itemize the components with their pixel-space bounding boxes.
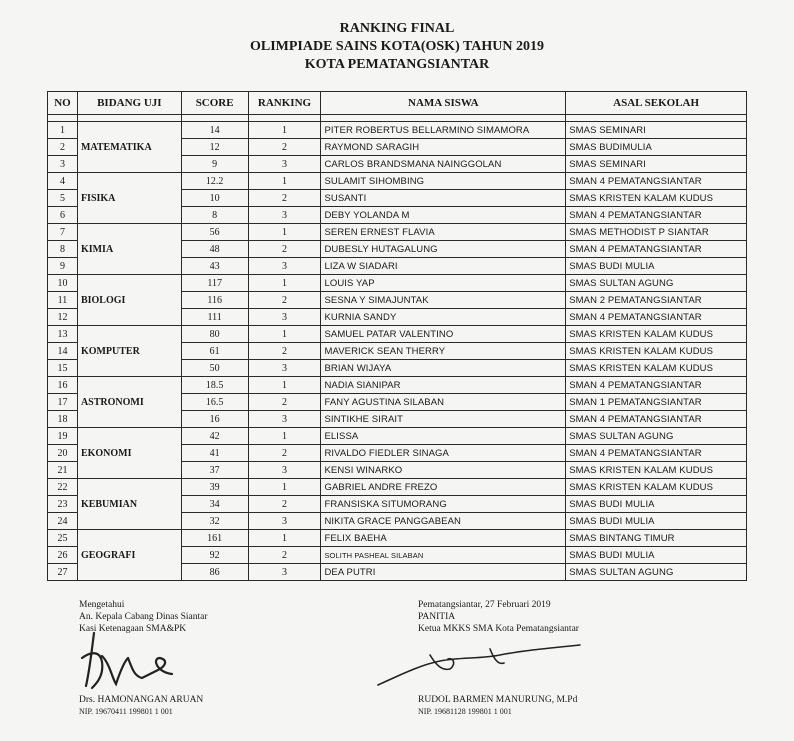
cell-score: 48	[181, 241, 248, 258]
cell-asal: SMAS KRISTEN KALAM KUDUS	[566, 326, 747, 343]
title-line-2: OLIMPIADE SAINS KOTA(OSK) TAHUN 2019	[249, 39, 545, 54]
right-sig-line-3: Ketua MKKS SMA Kota Pematangsiantar	[418, 624, 579, 634]
cell-no: 12	[48, 309, 78, 326]
left-sig-line-2: An. Kepala Cabang Dinas Siantar	[79, 612, 208, 622]
cell-ranking: 2	[248, 139, 321, 156]
cell-score: 8	[181, 207, 248, 224]
cell-asal: SMAN 4 PEMATANGSIANTAR	[566, 377, 747, 394]
cell-bidang: FISIKA	[77, 173, 181, 224]
cell-nama: SULAMIT SIHOMBING	[321, 173, 566, 190]
left-sig-line-3: Kasi Ketenagaan SMA&PK	[79, 624, 187, 634]
cell-bidang: BIOLOGI	[77, 275, 181, 326]
table-row	[48, 479, 747, 496]
cell-nama: SESNA Y SIMAJUNTAK	[321, 292, 566, 309]
title-line-3: KOTA PEMATANGSIANTAR	[304, 57, 490, 72]
cell-score: 111	[181, 309, 248, 326]
cell-nama: DUBESLY HUTAGALUNG	[321, 241, 566, 258]
cell-nama: CARLOS BRANDSMANA NAINGGOLAN	[321, 156, 566, 173]
cell-ranking: 2	[248, 241, 321, 258]
cell-score: 92	[181, 547, 248, 564]
cell-bidang: GEOGRAFI	[77, 530, 181, 581]
cell-score: 9	[181, 156, 248, 173]
cell-asal: SMAN 2 PEMATANGSIANTAR	[566, 292, 747, 309]
cell-no: 1	[48, 122, 78, 139]
right-signer-nip: NIP. 19681128 199801 1 001	[418, 707, 512, 716]
cell-ranking: 3	[248, 462, 321, 479]
cell-no: 24	[48, 513, 78, 530]
cell-no: 20	[48, 445, 78, 462]
cell-bidang: KIMIA	[77, 224, 181, 275]
cell-score: 32	[181, 513, 248, 530]
cell-asal: SMAN 4 PEMATANGSIANTAR	[566, 207, 747, 224]
cell-nama: LIZA W SIADARI	[321, 258, 566, 275]
cell-no: 16	[48, 377, 78, 394]
cell-nama: KURNIA SANDY	[321, 309, 566, 326]
table-row	[48, 377, 747, 394]
cell-nama: RIVALDO FIEDLER SINAGA	[321, 445, 566, 462]
cell-ranking: 1	[248, 530, 321, 547]
cell-score: 80	[181, 326, 248, 343]
cell-no: 25	[48, 530, 78, 547]
cell-no: 13	[48, 326, 78, 343]
cell-ranking: 1	[248, 173, 321, 190]
cell-no: 10	[48, 275, 78, 292]
right-sig-line-2: PANITIA	[418, 612, 456, 622]
cell-ranking: 3	[248, 360, 321, 377]
cell-asal: SMAS SULTAN AGUNG	[566, 564, 747, 581]
cell-ranking: 1	[248, 479, 321, 496]
cell-asal: SMAS SEMINARI	[566, 122, 747, 139]
right-handwritten-signature	[370, 635, 590, 690]
cell-ranking: 3	[248, 564, 321, 581]
title-line-1: RANKING FINAL	[339, 21, 455, 36]
right-sig-line-1: Pematangsiantar, 27 Februari 2019	[418, 600, 551, 610]
cell-no: 15	[48, 360, 78, 377]
cell-nama: SOLITH PASHEAL SILABAN	[321, 547, 566, 564]
cell-score: 161	[181, 530, 248, 547]
cell-nama: GABRIEL ANDRE FREZO	[321, 479, 566, 496]
col-score: SCORE	[181, 92, 248, 115]
cell-asal: SMAN 4 PEMATANGSIANTAR	[566, 241, 747, 258]
cell-asal: SMAS SULTAN AGUNG	[566, 428, 747, 445]
cell-asal: SMAN 1 PEMATANGSIANTAR	[566, 394, 747, 411]
cell-score: 56	[181, 224, 248, 241]
cell-no: 26	[48, 547, 78, 564]
left-handwritten-signature	[72, 628, 192, 693]
cell-score: 86	[181, 564, 248, 581]
cell-score: 37	[181, 462, 248, 479]
cell-bidang: ASTRONOMI	[77, 377, 181, 428]
cell-nama: DEA PUTRI	[321, 564, 566, 581]
cell-bidang: EKONOMI	[77, 428, 181, 479]
left-signer	[79, 694, 203, 718]
cell-asal: SMAS KRISTEN KALAM KUDUS	[566, 190, 747, 207]
cell-score: 18.5	[181, 377, 248, 394]
cell-ranking: 3	[248, 207, 321, 224]
table-row	[48, 275, 747, 292]
ranking-table-body	[48, 122, 747, 581]
cell-ranking: 1	[248, 275, 321, 292]
left-signer-nip: NIP. 19670411 199801 1 001	[79, 707, 173, 716]
table-row	[48, 326, 747, 343]
cell-asal: SMAS METHODIST P SIANTAR	[566, 224, 747, 241]
cell-nama: MAVERICK SEAN THERRY	[321, 343, 566, 360]
cell-asal: SMAS KRISTEN KALAM KUDUS	[566, 360, 747, 377]
table-row	[48, 173, 747, 190]
cell-no: 9	[48, 258, 78, 275]
cell-ranking: 2	[248, 343, 321, 360]
col-no: NO	[48, 92, 78, 115]
right-signature-block	[418, 599, 579, 635]
table-row	[48, 224, 747, 241]
cell-no: 21	[48, 462, 78, 479]
cell-ranking: 3	[248, 258, 321, 275]
cell-asal: SMAS BUDIMULIA	[566, 139, 747, 156]
cell-asal: SMAN 4 PEMATANGSIANTAR	[566, 173, 747, 190]
cell-nama: ELISSA	[321, 428, 566, 445]
cell-asal: SMAS KRISTEN KALAM KUDUS	[566, 479, 747, 496]
table-row	[48, 428, 747, 445]
cell-ranking: 2	[248, 394, 321, 411]
cell-score: 39	[181, 479, 248, 496]
cell-score: 10	[181, 190, 248, 207]
document-title	[0, 20, 794, 74]
ranking-table	[47, 91, 747, 581]
cell-asal: SMAS KRISTEN KALAM KUDUS	[566, 462, 747, 479]
cell-no: 11	[48, 292, 78, 309]
col-bidang: BIDANG UJI	[77, 92, 181, 115]
cell-asal: SMAS KRISTEN KALAM KUDUS	[566, 343, 747, 360]
cell-ranking: 1	[248, 122, 321, 139]
cell-score: 12.2	[181, 173, 248, 190]
cell-score: 14	[181, 122, 248, 139]
cell-asal: SMAS BINTANG TIMUR	[566, 530, 747, 547]
cell-nama: FELIX BAEHA	[321, 530, 566, 547]
cell-score: 42	[181, 428, 248, 445]
cell-no: 5	[48, 190, 78, 207]
cell-score: 16.5	[181, 394, 248, 411]
cell-nama: RAYMOND SARAGIH	[321, 139, 566, 156]
cell-score: 34	[181, 496, 248, 513]
cell-score: 61	[181, 343, 248, 360]
cell-bidang: MATEMATIKA	[77, 122, 181, 173]
cell-no: 8	[48, 241, 78, 258]
cell-nama: FANY AGUSTINA SILABAN	[321, 394, 566, 411]
table-header-row	[48, 92, 747, 115]
cell-bidang: KEBUMIAN	[77, 479, 181, 530]
cell-asal: SMAN 4 PEMATANGSIANTAR	[566, 445, 747, 462]
cell-ranking: 2	[248, 445, 321, 462]
cell-no: 17	[48, 394, 78, 411]
cell-ranking: 2	[248, 496, 321, 513]
cell-nama: KENSI WINARKO	[321, 462, 566, 479]
table-row	[48, 530, 747, 547]
cell-asal: SMAS SULTAN AGUNG	[566, 275, 747, 292]
cell-nama: SEREN ERNEST FLAVIA	[321, 224, 566, 241]
cell-no: 4	[48, 173, 78, 190]
cell-nama: NADIA SIANIPAR	[321, 377, 566, 394]
right-signer	[418, 694, 577, 718]
table-row	[48, 122, 747, 139]
cell-no: 6	[48, 207, 78, 224]
cell-score: 41	[181, 445, 248, 462]
cell-nama: SAMUEL PATAR VALENTINO	[321, 326, 566, 343]
header-spacer-row	[48, 115, 747, 122]
cell-bidang: KOMPUTER	[77, 326, 181, 377]
cell-nama: NIKITA GRACE PANGGABEAN	[321, 513, 566, 530]
cell-no: 23	[48, 496, 78, 513]
cell-score: 50	[181, 360, 248, 377]
cell-asal: SMAS BUDI MULIA	[566, 496, 747, 513]
cell-nama: BRIAN WIJAYA	[321, 360, 566, 377]
cell-score: 117	[181, 275, 248, 292]
cell-nama: SINTIKHE SIRAIT	[321, 411, 566, 428]
cell-asal: SMAS SEMINARI	[566, 156, 747, 173]
cell-no: 18	[48, 411, 78, 428]
right-signer-name: RUDOL BARMEN MANURUNG, M.Pd	[418, 695, 578, 705]
cell-asal: SMAN 4 PEMATANGSIANTAR	[566, 309, 747, 326]
cell-score: 12	[181, 139, 248, 156]
cell-nama: PITER ROBERTUS BELLARMINO SIMAMORA	[321, 122, 566, 139]
cell-ranking: 1	[248, 377, 321, 394]
cell-ranking: 3	[248, 309, 321, 326]
col-asal: ASAL SEKOLAH	[566, 92, 747, 115]
cell-ranking: 3	[248, 156, 321, 173]
left-sig-line-1: Mengetahui	[79, 600, 125, 610]
cell-asal: SMAS BUDI MULIA	[566, 547, 747, 564]
cell-ranking: 2	[248, 190, 321, 207]
left-signer-name: Drs. HAMONANGAN ARUAN	[79, 695, 204, 705]
cell-no: 22	[48, 479, 78, 496]
cell-score: 43	[181, 258, 248, 275]
col-nama: NAMA SISWA	[321, 92, 566, 115]
cell-nama: SUSANTI	[321, 190, 566, 207]
cell-score: 16	[181, 411, 248, 428]
cell-asal: SMAS BUDI MULIA	[566, 513, 747, 530]
cell-ranking: 3	[248, 513, 321, 530]
cell-no: 3	[48, 156, 78, 173]
cell-ranking: 3	[248, 411, 321, 428]
cell-no: 27	[48, 564, 78, 581]
cell-no: 2	[48, 139, 78, 156]
cell-ranking: 2	[248, 292, 321, 309]
col-ranking: RANKING	[248, 92, 321, 115]
cell-nama: DEBY YOLANDA M	[321, 207, 566, 224]
cell-score: 116	[181, 292, 248, 309]
cell-ranking: 1	[248, 224, 321, 241]
cell-nama: LOUIS YAP	[321, 275, 566, 292]
cell-ranking: 2	[248, 547, 321, 564]
cell-no: 7	[48, 224, 78, 241]
cell-asal: SMAS BUDI MULIA	[566, 258, 747, 275]
cell-ranking: 1	[248, 326, 321, 343]
cell-no: 19	[48, 428, 78, 445]
cell-nama: FRANSISKA SITUMORANG	[321, 496, 566, 513]
cell-no: 14	[48, 343, 78, 360]
cell-asal: SMAN 4 PEMATANGSIANTAR	[566, 411, 747, 428]
cell-ranking: 1	[248, 428, 321, 445]
